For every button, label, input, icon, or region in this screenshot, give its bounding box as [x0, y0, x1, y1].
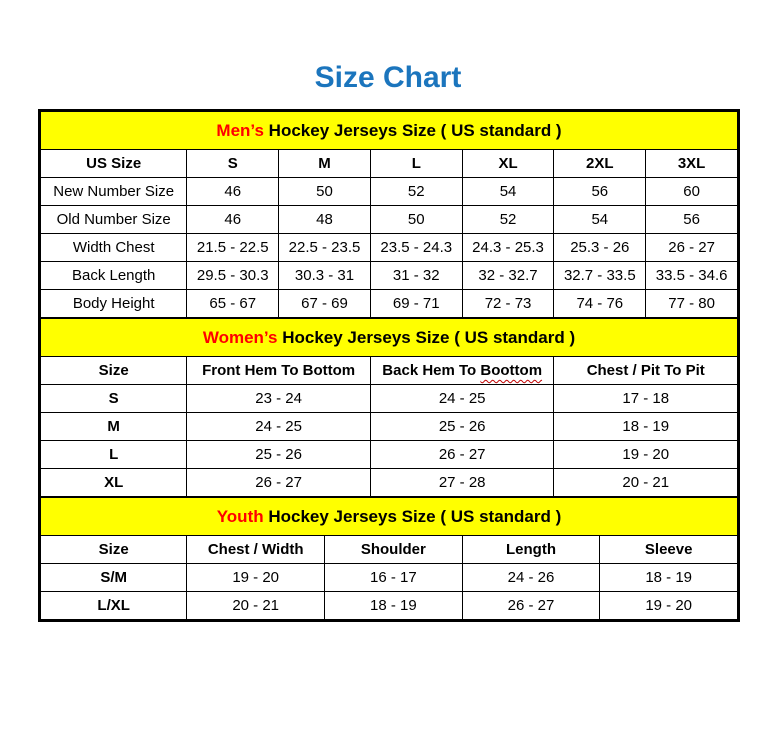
row-label: M — [41, 413, 187, 441]
cell-value: 26 - 27 — [462, 592, 600, 620]
section-title — [41, 498, 738, 536]
cell-value: 19 - 20 — [187, 564, 325, 592]
cell-value: 24 - 25 — [187, 413, 371, 441]
table-row — [41, 178, 738, 206]
cell-value: 22.5 - 23.5 — [279, 234, 371, 262]
section-title-text: Hockey Jerseys Size ( US standard ) — [277, 327, 576, 347]
cell-value: 18 - 19 — [325, 592, 463, 620]
cell-value: 25 - 26 — [370, 413, 554, 441]
page-title: Size Chart — [314, 61, 462, 94]
column-header: Size — [41, 536, 187, 564]
row-label: XL — [41, 469, 187, 497]
row-label: S/M — [41, 564, 187, 592]
column-header: Size — [41, 357, 187, 385]
cell-value: 25.3 - 26 — [554, 234, 646, 262]
cell-value: 19 - 20 — [554, 441, 738, 469]
section-title-highlight: Men’s — [216, 120, 264, 140]
row-label: Old Number Size — [41, 206, 187, 234]
row-label: L — [41, 441, 187, 469]
cell-value: 65 - 67 — [187, 290, 279, 318]
youth-size-table — [40, 497, 738, 620]
cell-value: 46 — [187, 206, 279, 234]
cell-value: 24.3 - 25.3 — [462, 234, 554, 262]
cell-value: 17 - 18 — [554, 385, 738, 413]
table-row — [41, 206, 738, 234]
row-label: Back Length — [41, 262, 187, 290]
cell-value: 54 — [554, 206, 646, 234]
column-header: 3XL — [646, 150, 738, 178]
cell-value: 20 - 21 — [554, 469, 738, 497]
cell-value: 21.5 - 22.5 — [187, 234, 279, 262]
cell-value: 48 — [279, 206, 371, 234]
row-label: Width Chest — [41, 234, 187, 262]
column-header-text: Back Hem To — [382, 362, 481, 379]
section-title — [41, 319, 738, 357]
cell-value: 52 — [370, 178, 462, 206]
table-row — [41, 441, 738, 469]
column-header: Sleeve — [600, 536, 738, 564]
column-header: Front Hem To Bottom — [187, 357, 371, 385]
cell-value: 60 — [646, 178, 738, 206]
column-header: Chest / Pit To Pit — [554, 357, 738, 385]
size-chart-page — [0, 62, 776, 622]
cell-value: 24 - 25 — [370, 385, 554, 413]
row-label: New Number Size — [41, 178, 187, 206]
cell-value: 67 - 69 — [279, 290, 371, 318]
cell-value: 32 - 32.7 — [462, 262, 554, 290]
cell-value: 32.7 - 33.5 — [554, 262, 646, 290]
cell-value: 27 - 28 — [370, 469, 554, 497]
column-header: XL — [462, 150, 554, 178]
section-title — [41, 112, 738, 150]
cell-value: 50 — [370, 206, 462, 234]
section-title-highlight: Women’s — [202, 327, 278, 347]
cell-value: 25 - 26 — [187, 441, 371, 469]
cell-value: 18 - 19 — [554, 413, 738, 441]
womens-size-table — [40, 318, 738, 497]
cell-value: 72 - 73 — [462, 290, 554, 318]
misspelled-word: Boottom — [480, 362, 543, 379]
cell-value: 30.3 - 31 — [279, 262, 371, 290]
cell-value: 29.5 - 30.3 — [187, 262, 279, 290]
section-title-text: Hockey Jerseys Size ( US standard ) — [263, 120, 562, 140]
mens-size-table — [40, 111, 738, 318]
cell-value: 18 - 19 — [600, 564, 738, 592]
cell-value: 56 — [646, 206, 738, 234]
cell-value: 26 - 27 — [646, 234, 738, 262]
table-row — [41, 290, 738, 318]
cell-value: 26 - 27 — [187, 469, 371, 497]
table-row — [41, 262, 738, 290]
cell-value: 19 - 20 — [600, 592, 738, 620]
cell-value: 16 - 17 — [325, 564, 463, 592]
cell-value: 23.5 - 24.3 — [370, 234, 462, 262]
column-header — [370, 357, 554, 385]
cell-value: 50 — [279, 178, 371, 206]
table-row — [41, 385, 738, 413]
cell-value: 46 — [187, 178, 279, 206]
cell-value: 24 - 26 — [462, 564, 600, 592]
row-label: S — [41, 385, 187, 413]
section-title-highlight: Youth — [216, 506, 264, 526]
table-row — [41, 564, 738, 592]
row-label: L/XL — [41, 592, 187, 620]
cell-value: 33.5 - 34.6 — [646, 262, 738, 290]
column-header: US Size — [41, 150, 187, 178]
cell-value: 26 - 27 — [370, 441, 554, 469]
cell-value: 69 - 71 — [370, 290, 462, 318]
cell-value: 54 — [462, 178, 554, 206]
column-header: Chest / Width — [187, 536, 325, 564]
table-row — [41, 234, 738, 262]
row-label: Body Height — [41, 290, 187, 318]
cell-value: 56 — [554, 178, 646, 206]
cell-value: 20 - 21 — [187, 592, 325, 620]
cell-value: 74 - 76 — [554, 290, 646, 318]
column-header: L — [370, 150, 462, 178]
cell-value: 77 - 80 — [646, 290, 738, 318]
column-header: Shoulder — [325, 536, 463, 564]
size-chart — [38, 109, 740, 622]
cell-value: 52 — [462, 206, 554, 234]
table-row — [41, 469, 738, 497]
section-title-text: Hockey Jerseys Size ( US standard ) — [263, 506, 562, 526]
column-header: 2XL — [554, 150, 646, 178]
column-header: Length — [462, 536, 600, 564]
table-row — [41, 592, 738, 620]
column-header: S — [187, 150, 279, 178]
table-row — [41, 413, 738, 441]
column-header: M — [279, 150, 371, 178]
cell-value: 23 - 24 — [187, 385, 371, 413]
cell-value: 31 - 32 — [370, 262, 462, 290]
